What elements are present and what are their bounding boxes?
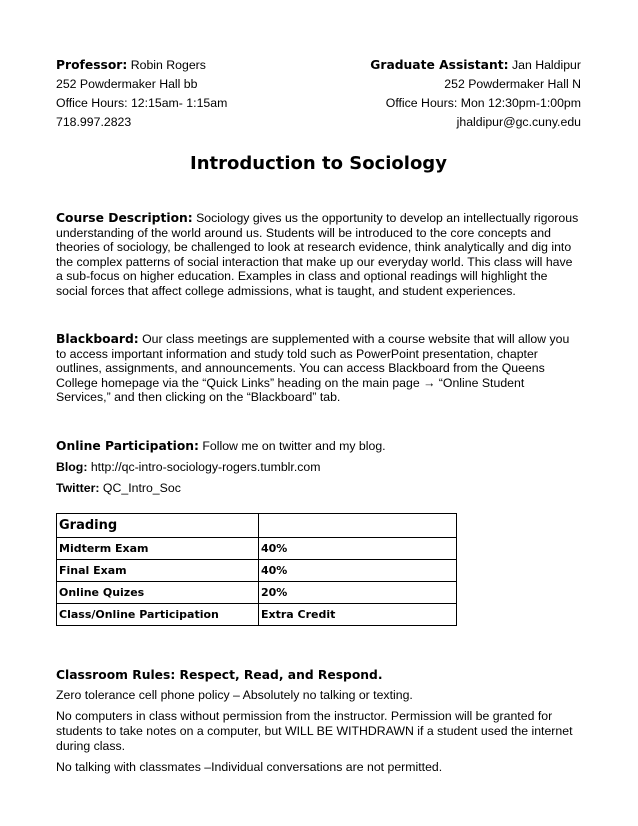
online-participation-text: Follow me on twitter and my blog. [202,438,386,453]
syllabus-page [56,56,581,775]
professor-office: 252 Powdermaker Hall bb [56,77,198,91]
online-participation-label: Online Participation: [56,438,199,453]
twitter-handle: QC_Intro_Soc [102,481,181,495]
grading-header-row [57,514,457,538]
professor-phone: 718.997.2823 [56,115,132,129]
grading-weight: 40% [259,560,457,582]
blog-label: Blog: [56,460,88,474]
table-row [57,560,457,582]
professor-name: Robin Rogers [130,58,206,72]
grading-header: Grading [57,514,259,538]
classroom-rules-heading: Classroom Rules: Respect, Read, and Respond. [56,668,383,682]
table-row [57,582,457,604]
table-row [57,604,457,626]
twitter-line [56,481,581,495]
grading-item: Class/Online Participation [57,604,259,626]
ga-contact [370,56,581,132]
course-description-text: Sociology gives us the opportunity to develop an intellectually rigorous understanding of the world around us. Students will be introduced to the core concepts and theories of sociology, be challenged to look at research evidence, think analytically and dig into the complex patterns of social interaction that make up our everyday world. This class will have a sub-focus on higher education. Examples in class and optional readings will highlight the social forces that affect college admissions, what is taught, and student experiences. [56,211,579,298]
rule-item: No talking with classmates –Individual conversations are not permitted. [56,760,443,774]
online-participation [56,439,581,454]
professor-contact [56,56,227,132]
blackboard-text: Our class meetings are supplemented with a course website that will allow you to access important information and study told such as PowerPoint presentation, chapter outlines, assignments, and announcements. You can access Blackboard from the Queens College homepage via the “Quick Links” heading on the main page → “Online Student Services,” and then clicking on the “Blackboard” tab. [56,332,570,404]
blackboard-section [56,332,581,405]
blog-url: http://qc-intro-sociology-rogers.tumblr.com [90,460,321,474]
ga-name: Jan Haldipur [511,58,581,72]
blackboard-label: Blackboard: [56,332,139,346]
grading-weight: 40% [259,538,457,560]
ga-hours: Office Hours: Mon 12:30pm-1:00pm [385,96,581,110]
ga-email: jhaldipur@gc.cuny.edu [456,115,581,129]
ga-office: 252 Powdermaker Hall N [444,77,581,91]
grading-weight: 20% [259,582,457,604]
contact-header [56,56,581,132]
grading-header-empty [259,514,457,538]
grading-table [56,513,457,626]
grading-item: Final Exam [57,560,259,582]
grading-weight: Extra Credit [259,604,457,626]
ga-label: Graduate Assistant: [370,58,509,72]
grading-item: Online Quizes [57,582,259,604]
grading-item: Midterm Exam [57,538,259,560]
professor-hours: Office Hours: 12:15am- 1:15am [56,96,228,110]
rule-item: No computers in class without permission from the instructor. Permission will be granted for students to take notes on a computer, but WILL BE WITHDRAWN if a student used the internet during class. [56,709,573,753]
twitter-label: Twitter: [56,481,100,495]
professor-label: Professor: [56,58,128,72]
table-row [57,538,457,560]
rule-item: Zero tolerance cell phone policy – Absolutely no talking or texting. [56,688,413,702]
course-description-label: Course Description: [56,211,193,225]
blog-line [56,460,581,474]
course-description [56,211,581,298]
course-title: Introduction to Sociology [190,153,447,174]
